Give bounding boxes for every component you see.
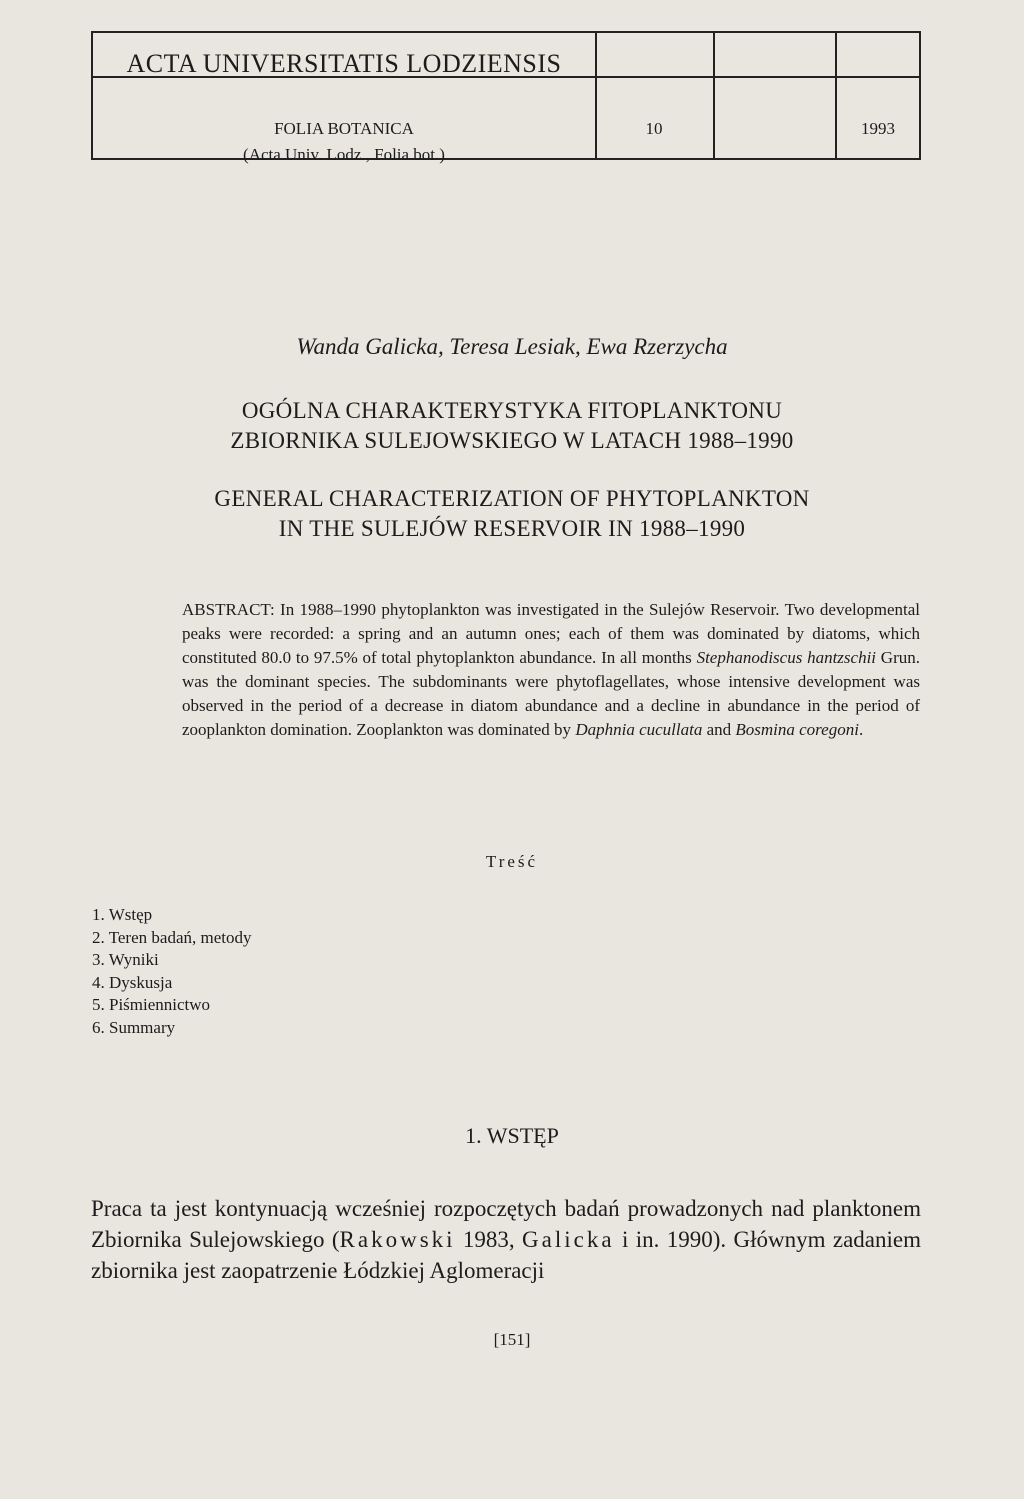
toc-item: 4. Dyskusja <box>92 972 173 992</box>
abstract-text: . <box>858 720 864 739</box>
title-english-line: GENERAL CHARACTERIZATION OF PHYTOPLANKTON <box>214 486 810 511</box>
toc-item: 3. Wyniki <box>92 950 159 969</box>
title-polish <box>0 396 1024 456</box>
volume-number: 10 <box>645 119 663 138</box>
toc-item: 5. Piśmiennictwo <box>92 995 211 1014</box>
title-english-line: IN THE SULEJÓW RESERVOIR IN 1988–1990 <box>278 516 746 541</box>
table-divider <box>835 33 837 158</box>
publication-year: 1993 <box>861 119 895 138</box>
title-polish-line: ZBIORNIKA SULEJOWSKIEGO W LATACH 1988–1990 <box>230 428 794 453</box>
journal-header-table <box>91 31 921 164</box>
page-number: [151] <box>493 1330 531 1349</box>
series-name: FOLIA BOTANICA <box>274 119 414 138</box>
body-text: 1983, <box>455 1227 523 1252</box>
title-polish-line: OGÓLNA CHARAKTERYSTYKA FITOPLANKTONU <box>241 398 783 423</box>
journal-name: ACTA UNIVERSITATIS LODZIENSIS <box>126 49 562 78</box>
series-abbreviation: (Acta Univ. Lodz., Folia bot.) <box>243 145 445 164</box>
abstract-text: and <box>702 720 736 739</box>
table-of-contents <box>92 904 251 1039</box>
table-of-contents-heading: Treść <box>485 852 539 871</box>
species-name: Daphnia cucullata <box>575 720 703 739</box>
body-text: i in. 1990). Głównym zadaniem zbiornika jest zaopatrzenie Łódzkiej Aglomeracji <box>91 1227 921 1283</box>
body-paragraph <box>91 1193 921 1286</box>
species-name: Bosmina coregoni <box>735 720 859 739</box>
body-text: Praca ta jest kontynuacją wcześniej rozpoczętych badań prowadzonych nad planktonem Zbiornika Sulejowskiego ( <box>91 1196 921 1252</box>
abstract-text: ABSTRACT: In 1988–1990 phytoplankton was investigated in the Sulejów Reservoir. Two developmental peaks were recorded: a spring and an autumn ones; each of them was dominated by diatoms, which constituted 80.0 to 97.5% of total phytoplankton abundance. In all months <box>182 600 920 667</box>
species-name: Stephanodiscus hantzschii <box>696 648 877 667</box>
toc-item: 2. Teren badań, metody <box>92 927 252 947</box>
title-english <box>0 484 1024 544</box>
abstract-text: Grun. was the dominant species. The subdominants were phytoflagellates, whose intensive development was observed in the period of a decrease in diatom abundance and a decline in abundance in the period of zooplankton domination. Zooplankton was dominated by <box>182 648 920 739</box>
abstract <box>182 598 920 742</box>
section-heading: 1. WSTĘP <box>465 1123 559 1148</box>
toc-item: 6. Summary <box>92 1017 176 1037</box>
author-list: Wanda Galicka, Teresa Lesiak, Ewa Rzerzycha <box>296 334 728 359</box>
citation-author: Galicka <box>522 1227 615 1252</box>
table-divider <box>595 33 597 158</box>
table-divider <box>713 33 715 158</box>
toc-item: 1. Wstęp <box>92 905 153 924</box>
citation-author: Rakowski <box>339 1227 456 1252</box>
